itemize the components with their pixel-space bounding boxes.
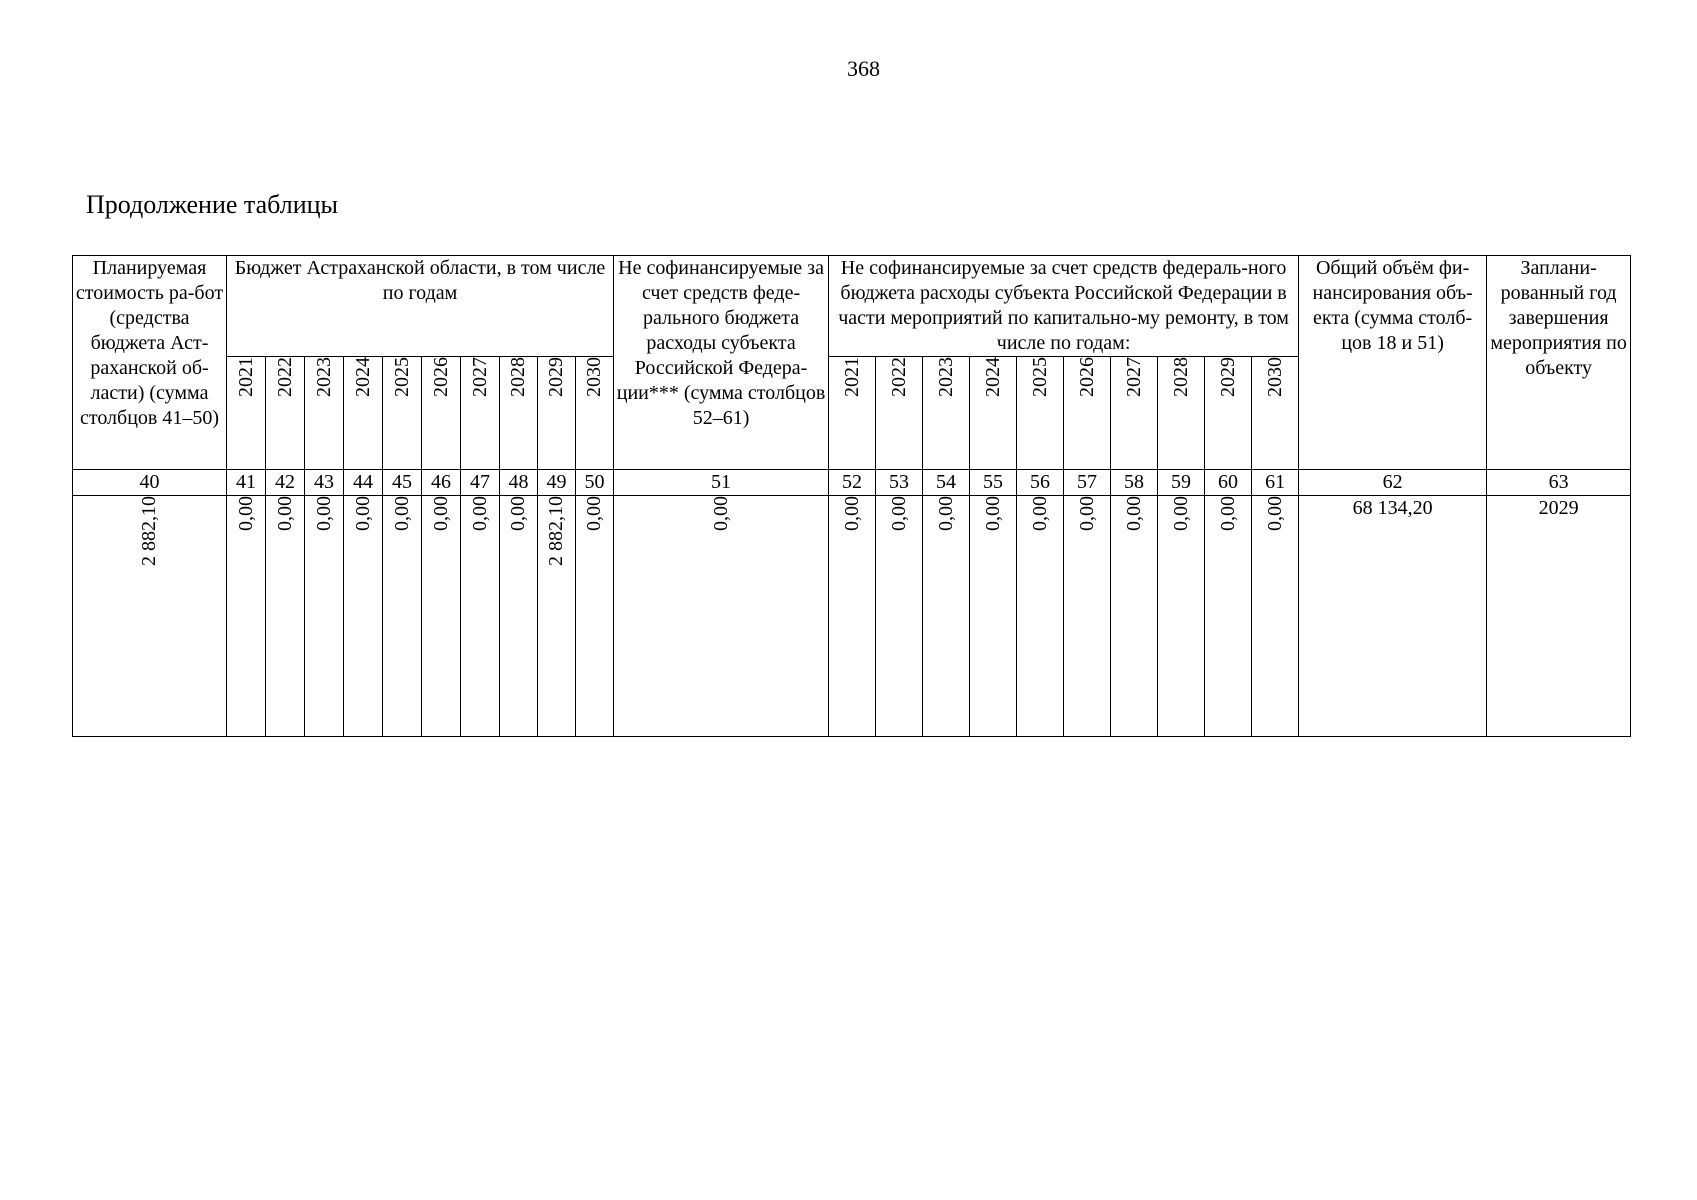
capital-value-cell: 0,00 <box>1252 496 1299 737</box>
planned-cost-cell: 2 882,10 <box>73 496 227 737</box>
regional-value-cell: 0,00 <box>461 496 500 737</box>
year-header: 2021 <box>829 357 876 470</box>
year-header: 2030 <box>1252 357 1299 470</box>
capital-value-cell: 0,00 <box>1017 496 1064 737</box>
capital-value-cell: 0,00 <box>829 496 876 737</box>
not-cofinanced-cell: 0,00 <box>614 496 829 737</box>
year-header: 2030 <box>576 357 614 470</box>
capital-value-cell: 0,00 <box>1205 496 1252 737</box>
column-number: 41 <box>227 470 266 496</box>
year-header: 2026 <box>422 357 461 470</box>
year-header: 2028 <box>500 357 538 470</box>
completion-year-cell: 2029 <box>1487 496 1631 737</box>
year-header: 2029 <box>538 357 576 470</box>
year-header: 2027 <box>461 357 500 470</box>
capital-value-cell: 0,00 <box>1064 496 1111 737</box>
regional-value-cell: 0,00 <box>305 496 344 737</box>
column-number: 40 <box>73 470 227 496</box>
capital-value-cell: 0,00 <box>1111 496 1158 737</box>
regional-value-cell: 0,00 <box>576 496 614 737</box>
header-not-cofinanced-capital: Не софинансируемые за счет средств федераль-ного бюджета расходы субъекта Российской Федерации в части мероприятий по капитально-му ремонту, в том числе по годам: <box>829 256 1299 357</box>
column-number: 49 <box>538 470 576 496</box>
regional-value-cell: 0,00 <box>344 496 383 737</box>
year-header: 2025 <box>383 357 422 470</box>
year-header: 2022 <box>876 357 923 470</box>
table-row <box>73 496 1631 737</box>
budget-table <box>72 255 1631 737</box>
column-number: 63 <box>1487 470 1631 496</box>
header-not-cofinanced: Не софинансируемые за счет средств феде-рального бюджета расходы субъекта Российской Федера-ции*** (сумма столбцов 52–61) <box>614 256 829 470</box>
year-header: 2022 <box>266 357 305 470</box>
year-header: 2024 <box>970 357 1017 470</box>
column-number: 55 <box>970 470 1017 496</box>
column-number: 44 <box>344 470 383 496</box>
regional-value-cell: 0,00 <box>422 496 461 737</box>
capital-value-cell: 0,00 <box>1158 496 1205 737</box>
column-number: 45 <box>383 470 422 496</box>
column-number: 56 <box>1017 470 1064 496</box>
header-completion-year: Заплани-рованный год завершения мероприятия по объекту <box>1487 256 1631 470</box>
capital-value-cell: 0,00 <box>970 496 1017 737</box>
year-header: 2023 <box>923 357 970 470</box>
page-number: 368 <box>847 56 880 81</box>
year-header: 2029 <box>1205 357 1252 470</box>
regional-value-cell: 0,00 <box>266 496 305 737</box>
column-number: 62 <box>1299 470 1487 496</box>
year-header: 2028 <box>1158 357 1205 470</box>
column-number: 48 <box>500 470 538 496</box>
column-number: 54 <box>923 470 970 496</box>
header-row-top <box>73 256 1631 357</box>
year-header: 2024 <box>344 357 383 470</box>
header-regional-budget: Бюджет Астраханской области, в том числе по годам <box>227 256 614 357</box>
column-number: 61 <box>1252 470 1299 496</box>
table-continuation-title: Продолжение таблицы <box>86 190 338 219</box>
column-number: 59 <box>1158 470 1205 496</box>
header-total-volume: Общий объём фи-нансирования объ-екта (сумма столб-цов 18 и 51) <box>1299 256 1487 470</box>
column-number: 58 <box>1111 470 1158 496</box>
column-number: 43 <box>305 470 344 496</box>
regional-value-cell: 0,00 <box>500 496 538 737</box>
capital-value-cell: 0,00 <box>923 496 970 737</box>
column-number: 60 <box>1205 470 1252 496</box>
column-number: 50 <box>576 470 614 496</box>
year-header: 2027 <box>1111 357 1158 470</box>
column-number: 52 <box>829 470 876 496</box>
regional-value-cell: 0,00 <box>227 496 266 737</box>
column-number: 57 <box>1064 470 1111 496</box>
year-header: 2021 <box>227 357 266 470</box>
column-number: 51 <box>614 470 829 496</box>
year-header: 2023 <box>305 357 344 470</box>
column-number-row <box>73 470 1631 496</box>
capital-value-cell: 0,00 <box>876 496 923 737</box>
column-number: 46 <box>422 470 461 496</box>
regional-value-cell: 2 882,10 <box>538 496 576 737</box>
year-header: 2025 <box>1017 357 1064 470</box>
year-header: 2026 <box>1064 357 1111 470</box>
header-planned-cost: Планируемая стоимость ра-бот (средства бюджета Аст-раханской об-ласти) (сумма столбцов 41–50) <box>73 256 227 470</box>
column-number: 42 <box>266 470 305 496</box>
column-number: 53 <box>876 470 923 496</box>
column-number: 47 <box>461 470 500 496</box>
total-volume-cell: 68 134,20 <box>1299 496 1487 737</box>
regional-value-cell: 0,00 <box>383 496 422 737</box>
